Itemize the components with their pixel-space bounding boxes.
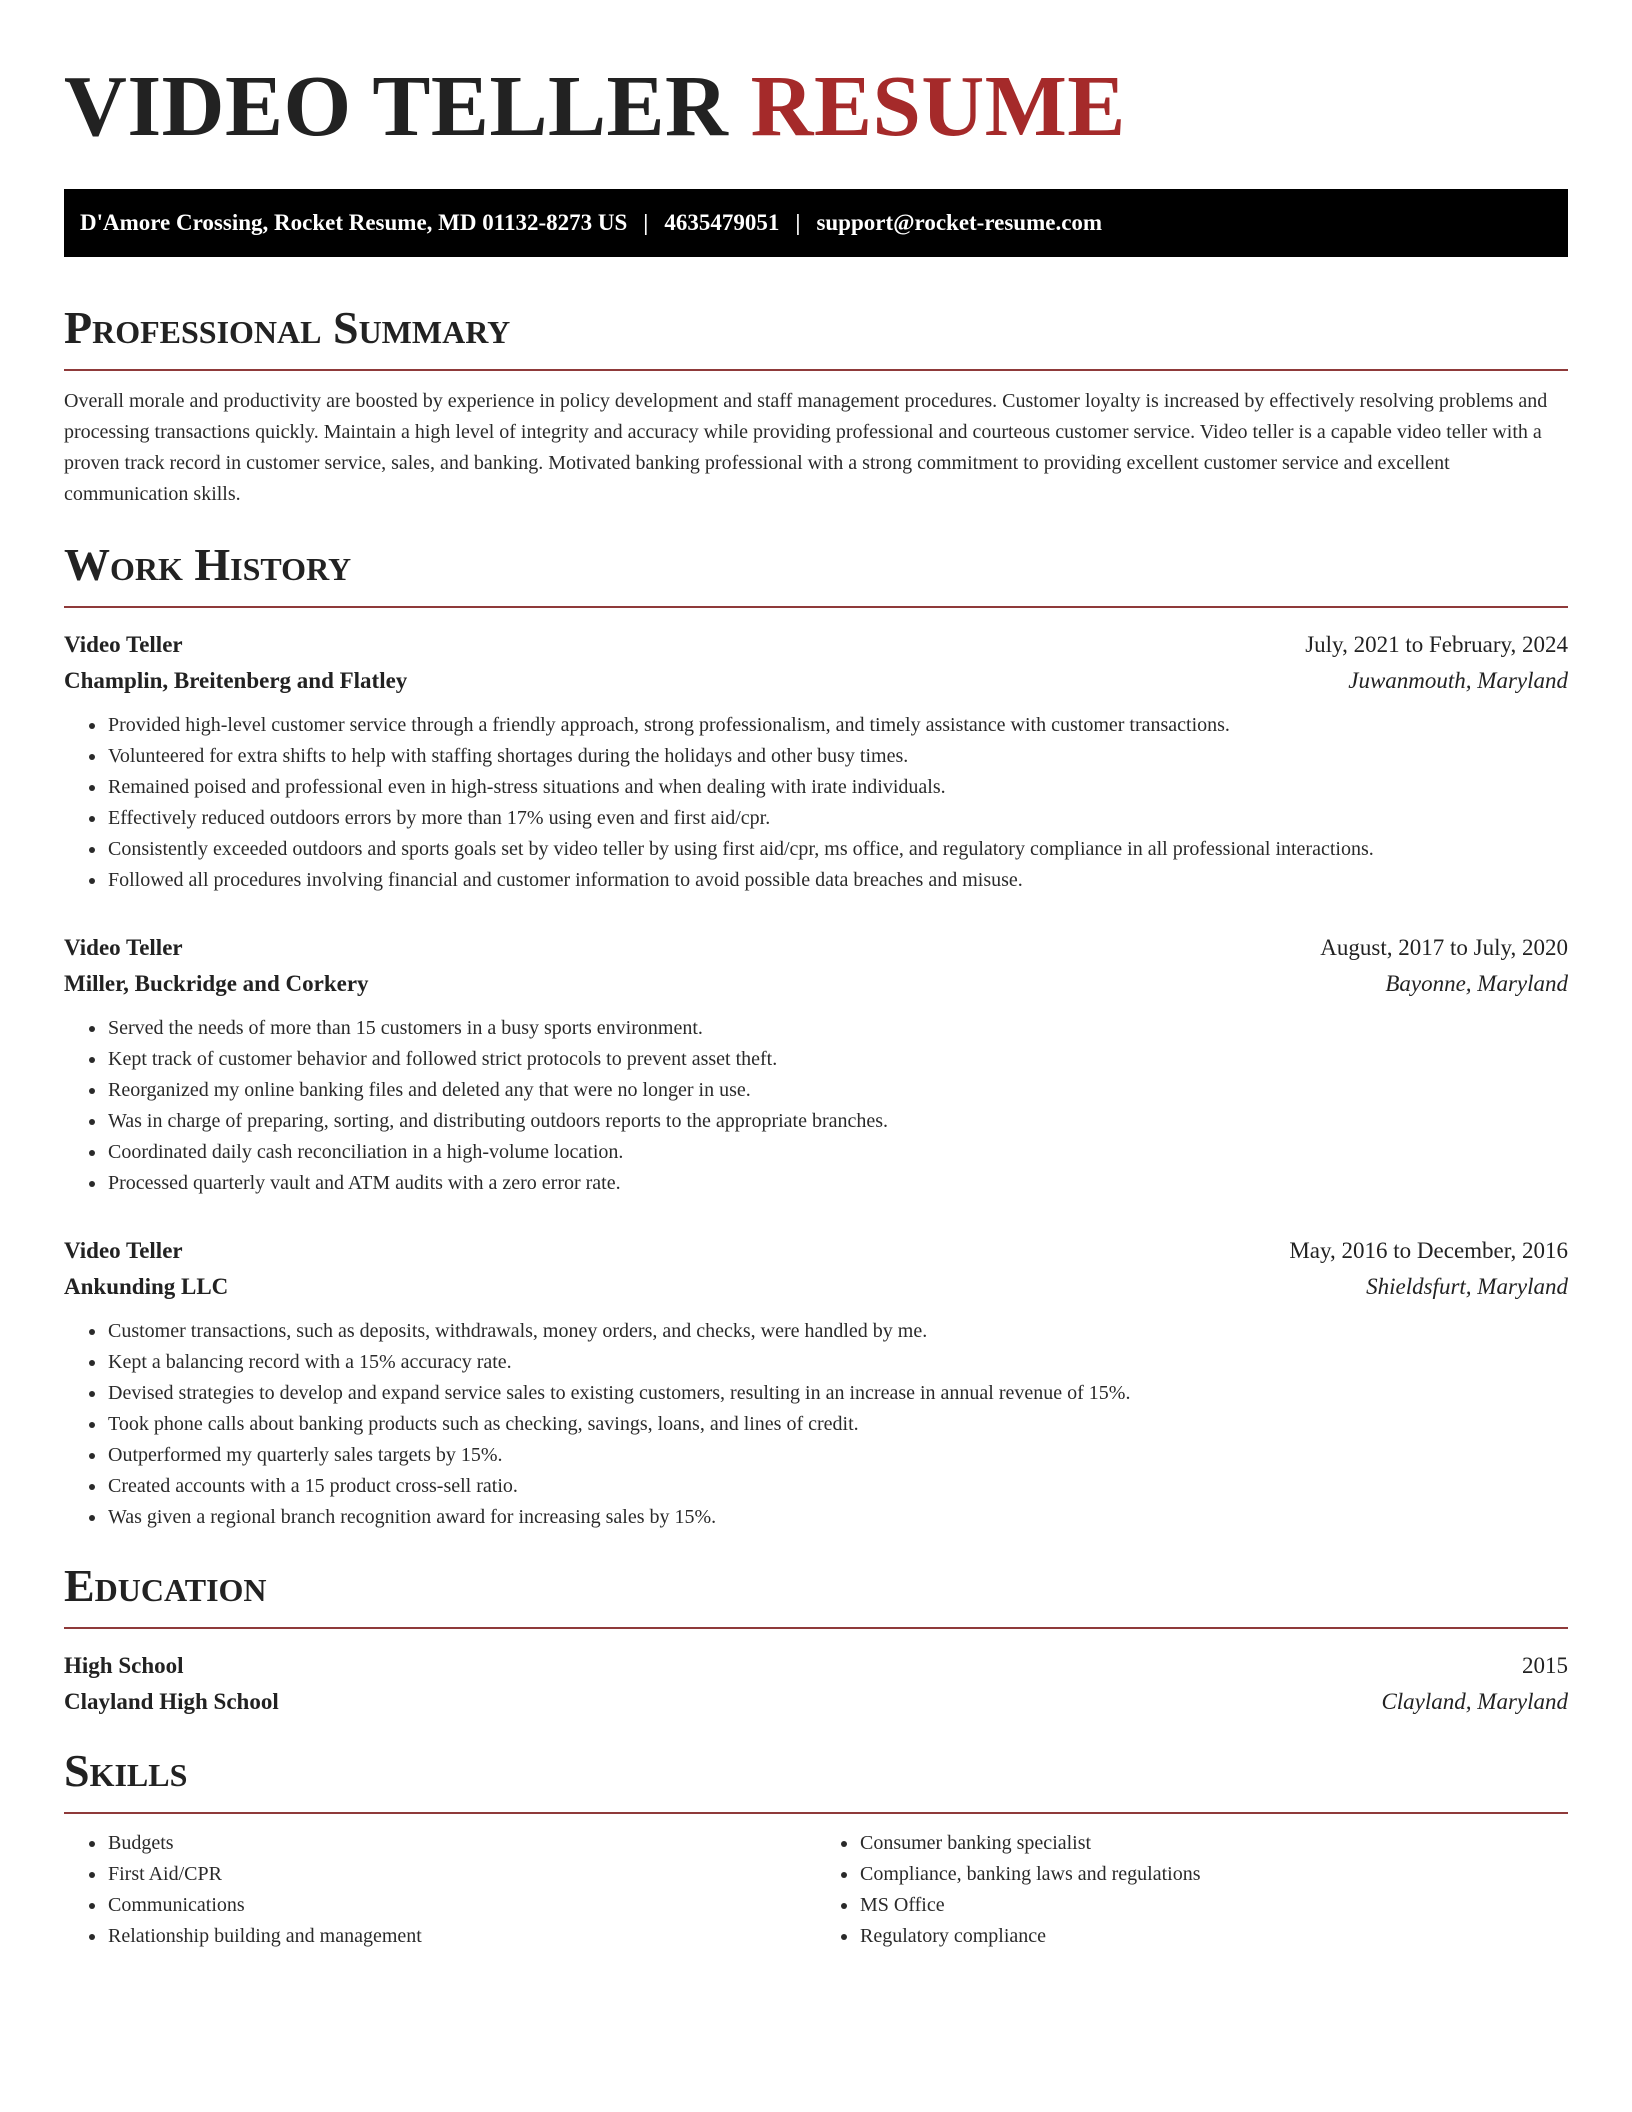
job-bullet: • Effectively reduced outdoors errors by more than 17% using even and first aid/cpr. xyxy=(107,803,1568,834)
contact-separator: | xyxy=(643,210,649,235)
education-header-row xyxy=(64,1648,1568,1684)
skills-columns xyxy=(64,1828,1568,1952)
summary-heading: Professional Summary xyxy=(64,301,1568,371)
contact-phone: 4635479051 xyxy=(664,210,780,235)
title-main: VIDEO TELLER xyxy=(64,57,729,154)
job-bullet: • Devised strategies to develop and expand service sales to existing customers, resulting in an increase in annual revenue of 15%. xyxy=(107,1378,1568,1409)
resume-title xyxy=(64,0,1568,156)
job-bullets xyxy=(64,1013,1568,1199)
job-dates: May, 2016 to December, 2016 xyxy=(1289,1238,1568,1263)
job-bullet: • Remained poised and professional even in high-stress situations and when dealing with irate individuals. xyxy=(107,772,1568,803)
job-entry xyxy=(64,1233,1568,1533)
job-entry xyxy=(64,930,1568,1199)
education-school-row xyxy=(64,1684,1568,1720)
job-company: Ankunding LLC xyxy=(64,1274,229,1299)
job-bullet: • Kept a balancing record with a 15% accuracy rate. xyxy=(107,1347,1568,1378)
education-location: Clayland, Maryland xyxy=(1381,1689,1568,1714)
skill-item: • Communications xyxy=(107,1890,816,1921)
job-company-row xyxy=(64,966,1568,1002)
contact-bar xyxy=(64,189,1568,257)
skill-item: • Budgets xyxy=(107,1828,816,1859)
title-accent: RESUME xyxy=(750,57,1126,154)
contact-address: D'Amore Crossing, Rocket Resume, MD 01132-8273 US xyxy=(80,210,628,235)
job-bullet: • Coordinated daily cash reconciliation in a high-volume location. xyxy=(107,1137,1568,1168)
job-header-row xyxy=(64,1233,1568,1269)
skill-item: • Consumer banking specialist xyxy=(859,1828,1568,1859)
job-bullet: • Customer transactions, such as deposits, withdrawals, money orders, and checks, were handled by me. xyxy=(107,1316,1568,1347)
job-bullets xyxy=(64,710,1568,896)
job-title: Video Teller xyxy=(64,1238,183,1263)
education-heading: Education xyxy=(64,1559,1568,1629)
skills-heading: Skills xyxy=(64,1744,1568,1814)
skill-item: • Relationship building and management xyxy=(107,1921,816,1952)
job-company-row xyxy=(64,1269,1568,1305)
job-title: Video Teller xyxy=(64,935,183,960)
job-bullet: • Was in charge of preparing, sorting, and distributing outdoors reports to the appropriate branches. xyxy=(107,1106,1568,1137)
skill-item: • First Aid/CPR xyxy=(107,1859,816,1890)
job-bullet: • Followed all procedures involving financial and customer information to avoid possible data breaches and misuse. xyxy=(107,865,1568,896)
education-degree: High School xyxy=(64,1653,184,1678)
skill-item: • Regulatory compliance xyxy=(859,1921,1568,1952)
job-bullet: • Volunteered for extra shifts to help with staffing shortages during the holidays and other busy times. xyxy=(107,741,1568,772)
skills-list-left xyxy=(64,1828,816,1952)
job-entry xyxy=(64,627,1568,896)
job-location: Bayonne, Maryland xyxy=(1385,971,1568,996)
job-company: Champlin, Breitenberg and Flatley xyxy=(64,668,408,693)
job-location: Shieldsfurt, Maryland xyxy=(1366,1274,1568,1299)
skill-item: • Compliance, banking laws and regulations xyxy=(859,1859,1568,1890)
job-bullet: • Kept track of customer behavior and followed strict protocols to prevent asset theft. xyxy=(107,1044,1568,1075)
job-header-row xyxy=(64,627,1568,663)
job-bullet: • Outperformed my quarterly sales targets by 15%. xyxy=(107,1440,1568,1471)
job-title: Video Teller xyxy=(64,632,183,657)
job-bullets xyxy=(64,1316,1568,1533)
job-dates: August, 2017 to July, 2020 xyxy=(1320,935,1568,960)
job-bullet: • Was given a regional branch recognition award for increasing sales by 15%. xyxy=(107,1502,1568,1533)
job-company-row xyxy=(64,663,1568,699)
contact-separator: | xyxy=(795,210,801,235)
skills-list-right xyxy=(816,1828,1568,1952)
job-bullet: • Provided high-level customer service through a friendly approach, strong professionalism, and timely assistance with customer transactions. xyxy=(107,710,1568,741)
job-bullet: • Processed quarterly vault and ATM audits with a zero error rate. xyxy=(107,1168,1568,1199)
education-entry xyxy=(64,1648,1568,1720)
job-bullet: • Served the needs of more than 15 customers in a busy sports environment. xyxy=(107,1013,1568,1044)
job-bullet: • Created accounts with a 15 product cross-sell ratio. xyxy=(107,1471,1568,1502)
job-company: Miller, Buckridge and Corkery xyxy=(64,971,369,996)
job-header-row xyxy=(64,930,1568,966)
job-bullet: • Reorganized my online banking files and deleted any that were no longer in use. xyxy=(107,1075,1568,1106)
job-bullet: • Took phone calls about banking products such as checking, savings, loans, and lines of credit. xyxy=(107,1409,1568,1440)
contact-email: support@rocket-resume.com xyxy=(816,210,1103,235)
work-history-heading: Work History xyxy=(64,538,1568,608)
skill-item: • MS Office xyxy=(859,1890,1568,1921)
resume-page xyxy=(64,0,1568,1952)
job-location: Juwanmouth, Maryland xyxy=(1348,668,1568,693)
education-school: Clayland High School xyxy=(64,1689,279,1714)
job-bullet: • Consistently exceeded outdoors and sports goals set by video teller by using first aid/cpr, ms office, and regulatory compliance in all professional interactions. xyxy=(107,834,1568,865)
job-dates: July, 2021 to February, 2024 xyxy=(1305,632,1568,657)
education-year: 2015 xyxy=(1522,1653,1568,1678)
summary-text: Overall morale and productivity are boosted by experience in policy development and staff management procedures. Customer loyalty is increased by effectively resolving problems and processing transactions quickly. Maintain a high level of integrity and accuracy while providing professional and courteous customer service. Video teller is a capable video teller with a proven track record in customer service, sales, and banking. Motivated banking professional with a strong commitment to providing excellent customer service and excellent communication skills. xyxy=(64,390,1548,505)
